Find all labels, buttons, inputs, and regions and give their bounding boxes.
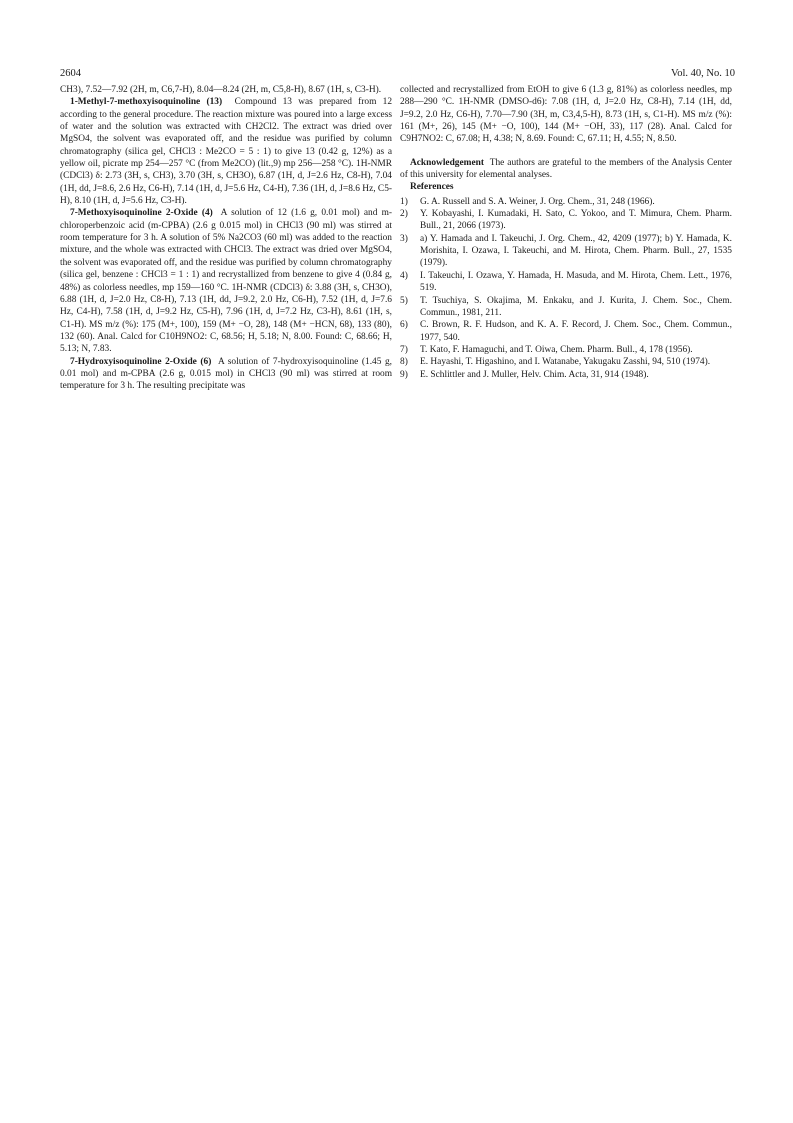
reference-number: 3) [400, 233, 408, 244]
reference-item [400, 208, 732, 233]
reference-text: E. Schlittler and J. Muller, Helv. Chim. Acta, 31, 914 (1948). [420, 369, 649, 380]
reference-number: 6) [400, 320, 408, 331]
reference-number: 7) [400, 344, 408, 355]
reference-item [400, 369, 732, 381]
reference-item [400, 233, 732, 270]
reference-number: 8) [400, 357, 408, 368]
right-column [400, 84, 732, 381]
paragraph-title: 7-Hydroxyisoquinoline 2-Oxide (6) [70, 356, 212, 367]
reference-text: E. Hayashi, T. Higashino, and I. Watanabe, Yakugaku Zasshi, 94, 510 (1974). [420, 357, 711, 368]
paragraph-title: 7-Methoxyisoquinoline 2-Oxide (4) [70, 208, 213, 219]
reference-text: Y. Kobayashi, I. Kumadaki, H. Sato, C. Yokoo, and T. Mimura, Chem. Pharm. Bull., 21, 2066 (1973). [420, 209, 732, 232]
reference-number: 4) [400, 270, 408, 281]
paragraph-compound-4 [60, 207, 392, 355]
reference-item [400, 295, 732, 320]
reference-number: 9) [400, 369, 408, 380]
paragraph-title: 1-Methyl-7-methoxyisoquinoline (13) [70, 97, 223, 108]
references-title: References [410, 182, 454, 193]
reference-item [400, 356, 732, 368]
paragraph-continued: collected and recrystallized from EtOH to give 6 (1.3 g, 81%) as colorless needles, mp 288—290 °C. 1H-NMR (DMSO-d6): 7.08 (1H, d, J=2.0 Hz, C8-H), 7.14 (1H, dd, J=9.2, 2.0 Hz, C6-H), 7.70—7.90 (3H, m, C3,4,5-H), 8.73 (1H, s, C1-H). MS m/z (%): 161 (M+, 26), 145 (M+ −O, 100), 144 (M+ −OH, 33), 117 (28). Anal. Calcd for C9H7NO2: C, 67.08; H, 4.38; N, 8.69. Found: C, 67.11; H, 4.55; N, 8.50. [400, 85, 732, 145]
volume-issue: Vol. 40, No. 10 [671, 68, 735, 79]
paragraph-body: A solution of 7-hydroxyisoquinoline (1.45 g, 0.01 mol) and m-CPBA (2.6 g, 0.015 mol) in CHCl3 (90 ml) was stirred at room temperature for 3 h. The resulting precipitate was [60, 356, 393, 392]
paragraph-compound-13 [60, 96, 392, 207]
reference-text: a) Y. Hamada and I. Takeuchi, J. Org. Chem., 42, 4209 (1977); b) Y. Hamada, K. Morishita, I. Ozawa, I. Takeuchi, and M. Hirota, Chem. Pharm. Bull., 27, 1535 (1979). [420, 233, 732, 269]
paragraph-continued: CH3), 7.52—7.92 (2H, m, C6,7-H), 8.04—8.24 (2H, m, C5,8-H), 8.67 (1H, s, C3-H). [60, 85, 382, 95]
left-column [60, 84, 392, 393]
reference-text: T. Tsuchiya, S. Okajima, M. Enkaku, and J. Kurita, J. Chem. Soc., Chem. Commun., 1981, 211. [420, 295, 732, 318]
reference-item [400, 270, 732, 295]
page-number: 2604 [60, 68, 81, 79]
reference-text: I. Takeuchi, I. Ozawa, Y. Hamada, H. Masuda, and M. Hirota, Chem. Lett., 1976, 519. [420, 270, 732, 294]
acknowledgement [400, 157, 732, 182]
reference-item [400, 196, 732, 208]
reference-item [400, 344, 732, 356]
acknowledgement-title: Acknowledgement [410, 157, 484, 168]
reference-text: G. A. Russell and S. A. Weiner, J. Org. Chem., 31, 248 (1966). [420, 196, 655, 207]
paragraph-body: A solution of 12 (1.6 g, 0.01 mol) and m-chloroperbenzoic acid (m-CPBA) (2.6 g 0.015 mol) in CHCl3 (90 ml) was stirred at room temperature for 3 h. A solution of 5% Na2CO3 (60 ml) was added to the reaction mixture, and the whole was extracted with CHCl3. The extract was dried over MgSO4, the solvent was evaporated off, and the residue was purified by column chromatography (silica gel, benzene : CHCl3 = 1 : 1) and recrystallized from benzene to give 4 (0.84 g, 48%) as colorless needles, mp 159—160 °C. 1H-NMR (CDCl3) δ: 3.88 (3H, s, CH3O), 6.88 (1H, d, J=2.0 Hz, C8-H), 7.13 (1H, dd, J=9.2, 2.0 Hz, C6-H), 7.52 (1H, d, J=7.6 Hz, C4-H), 7.58 (1H, d, J=9.2 Hz, C5-H), 7.96 (1H, d, J=7.2 Hz, C3-H), 8.61 (1H, s, C1-H). MS m/z (%): 175 (M+, 100), 159 (M+ −O, 28), 148 (M+ −HCN, 68), 133 (80), 132 (60). Anal. Calcd for C10H9NO2: C, 68.56; H, 5.18; N, 8.00. Found: C, 68.66; H, 5.13; N, 7.83. [60, 208, 392, 355]
paragraph-compound-6 [60, 356, 392, 393]
references-list [400, 196, 732, 381]
reference-number: 1) [400, 196, 408, 207]
paragraph-body: Compound 13 was prepared from 12 according to the general procedure. The reaction mixture was poured into a large excess of water and the solution was extracted with CH2Cl2. The extract was dried over MgSO4, the solvent was evaporated off, and the residue was purified by column chromatography (silica gel, CHCl3 : Me2CO = 5 : 1) to give 13 (0.42 g, 12%) as a yellow oil, picrate mp 254—257 °C (from Me2CO) (lit.,9) mp 256—258 °C). 1H-NMR (CDCl3) δ: 2.73 (3H, s, CH3), 3.70 (3H, s, CH3O), 6.87 (1H, d, J=2.6 Hz, C8-H), 7.04 (1H, dd, J=8.6, 2.6 Hz, C6-H), 7.14 (1H, d, J=5.6 Hz, C4-H), 7.36 (1H, d, J=8.6 Hz, C5-H), 8.10 (1H, d, J=5.6 Hz, C3-H). [60, 97, 393, 207]
reference-text: C. Brown, R. F. Hudson, and K. A. F. Record, J. Chem. Soc., Chem. Commun., 1977, 540. [420, 320, 732, 343]
reference-number: 2) [400, 209, 408, 220]
acknowledgement-body: The authors are grateful to the members of the Analysis Center of this university for elemental analyses. [400, 157, 732, 181]
reference-text: T. Kato, F. Hamaguchi, and T. Oiwa, Chem. Pharm. Bull., 4, 178 (1956). [420, 344, 693, 355]
reference-item [400, 319, 732, 344]
reference-number: 5) [400, 295, 408, 306]
